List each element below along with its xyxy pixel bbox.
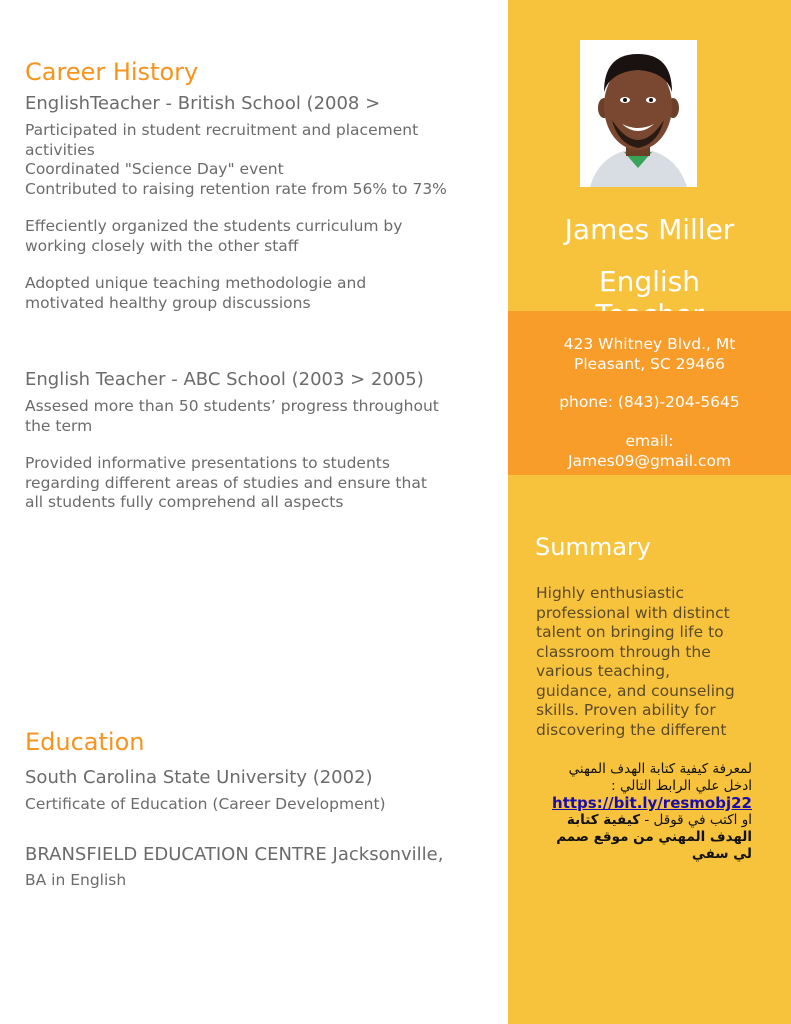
job2-p1-line: the term	[25, 416, 93, 435]
address-line-2: Pleasant, SC 29466	[574, 354, 725, 373]
job1-paragraph-2	[25, 217, 490, 256]
email-address[interactable]: James09@gmail.com	[567, 451, 732, 470]
job2-paragraph-1	[25, 397, 490, 436]
summary-line: skills. Proven ability for	[536, 701, 716, 719]
job2-p2-line: all students fully comprehend all aspects	[25, 493, 344, 511]
education-detail-1: Certificate of Education (Career Development)	[25, 795, 386, 813]
summary-line: classroom through the	[536, 642, 711, 661]
job1-line: Coordinated "Science Day" event	[25, 160, 284, 178]
summary-line: various teaching,	[536, 662, 671, 680]
job1-bullets	[25, 121, 490, 199]
job1-paragraph-3	[25, 274, 490, 313]
arabic-line-2: ادخل علي الرابط التالي :	[611, 778, 752, 794]
arabic-line-1: لمعرفة كيفية كتابة الهدف المهني	[568, 761, 752, 777]
profile-role	[508, 265, 791, 311]
email	[508, 432, 791, 471]
summary-line: talent on bringing life to	[536, 623, 724, 641]
job1-p2-line: working closely with the other staff	[25, 236, 299, 255]
job2-p2-line: regarding different areas of studies and ensure that	[25, 473, 427, 492]
job1-p3-line: Adopted unique teaching methodologie and	[25, 274, 367, 292]
email-label: email:	[625, 432, 674, 450]
profile-name: James Miller	[564, 213, 735, 246]
education-school-2: BRANSFIELD EDUCATION CENTRE Jacksonville,	[25, 844, 444, 865]
summary-text	[536, 584, 766, 740]
job1-title: EnglishTeacher - British School (2008 >	[25, 93, 381, 114]
job1-p2-line: Effeciently organized the students curriculum by	[25, 217, 403, 235]
job2-paragraph-2	[25, 454, 490, 513]
education-school-1: South Carolina State University (2002)	[25, 767, 373, 788]
job2-p1-line: Assesed more than 50 students’ progress throughout	[25, 397, 439, 415]
profile-photo	[580, 40, 697, 187]
job2-p2-line: Provided informative presentations to students	[25, 454, 390, 472]
summary-heading: Summary	[535, 533, 651, 561]
arabic-note	[528, 761, 752, 863]
summary-line: professional with distinct	[536, 603, 730, 622]
arabic-line-3-bold: كيفية كتابة	[566, 812, 641, 828]
job2-title: English Teacher - ABC School (2003 > 2005)	[25, 369, 424, 390]
portrait-image	[580, 40, 697, 187]
arabic-line-5: لي سفي	[691, 846, 752, 862]
career-history-heading: Career History	[25, 58, 199, 86]
address-line-1: 423 Whitney Blvd., Mt	[563, 335, 736, 353]
job1-p3-line: motivated healthy group discussions	[25, 293, 311, 312]
arabic-line-4: الهدف المهني من موقع صمم	[556, 829, 752, 845]
contact-block	[508, 311, 791, 475]
job1-line: Contributed to raising retention rate from 56% to 73%	[25, 179, 447, 198]
job1-line: Participated in student recruitment and placement	[25, 121, 419, 139]
address	[508, 335, 791, 374]
summary-line: Highly enthusiastic	[536, 584, 684, 602]
job1-line: activities	[25, 140, 95, 159]
summary-line: guidance, and counseling	[536, 681, 735, 700]
summary-line: discovering the different	[536, 720, 727, 739]
education-heading: Education	[25, 728, 145, 756]
resume-objective-link[interactable]: https://bit.ly/resmobj22	[552, 794, 752, 812]
arabic-line-3-plain: او اكتب في قوقل -	[640, 812, 752, 828]
profile-sidebar	[508, 0, 791, 1024]
arabic-line-3	[528, 812, 752, 829]
education-detail-2: BA in English	[25, 871, 127, 889]
profile-role-line-1: English	[598, 265, 701, 298]
phone: phone: (843)-204-5645	[559, 393, 740, 411]
